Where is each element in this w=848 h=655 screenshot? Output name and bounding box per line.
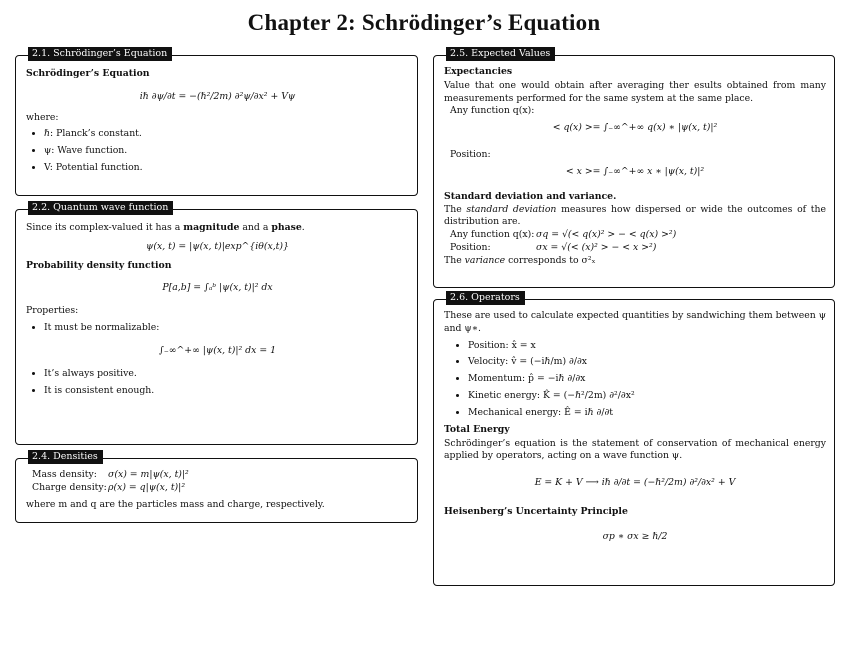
section-densities	[15, 451, 418, 523]
schrodinger-equation: iℏ ∂ψ/∂t = −(ℏ²/2m) ∂²ψ/∂x² + Vψ	[139, 90, 296, 102]
sd-row: Position: σx = √(< (x)² > − < x >²)	[450, 242, 657, 254]
normalization-equation: ∫₋∞^+∞ |ψ(x, t)|² dx = 1	[159, 344, 276, 356]
list-item: • ψ: Wave function.	[44, 145, 409, 158]
list-item: • Momentum: p̂ = −iℏ ∂/∂x	[468, 373, 826, 386]
total-energy-equation: E = K + V ⟶ iℏ ∂/∂t = (−ℏ²/2m) ∂²/∂x² + V	[534, 477, 736, 489]
density-row: Mass density: σ(x) = m|ψ(x, t)|²	[32, 469, 189, 480]
any-function-label: Any function q(x):	[450, 105, 535, 117]
symbol-list	[26, 128, 409, 174]
subheading: Schrödinger’s Equation	[26, 68, 150, 79]
section-heading: 2.1. Schrödinger’s Equation	[28, 47, 172, 61]
list-item: • Kinetic energy: K̂ = (−ℏ²/2m) ∂²/∂x²	[468, 390, 826, 403]
subheading: Expectancies	[444, 66, 513, 77]
sd-text: The standard deviation measures how dispersed or wide the outcomes of the distribution are.	[444, 203, 826, 228]
list-item: • It’s always positive.	[44, 368, 409, 381]
list-item: • Velocity: v̂ = (−iℏ/m) ∂/∂x	[468, 356, 826, 369]
list-item: • V: Potential function.	[44, 162, 409, 175]
density-row: Charge density: ρ(x) = q|ψ(x, t)|²	[32, 481, 186, 493]
section-quantum-wave-function	[15, 202, 418, 445]
wave-function-equation: ψ(x, t) = |ψ(x, t)|exp^{iθ(x,t)}	[146, 240, 289, 252]
list-item: • Mechanical energy: Ê = iℏ ∂/∂t	[468, 407, 826, 420]
operators-list	[444, 340, 826, 420]
expected-q-equation: < q(x) >= ∫₋∞^+∞ q(x) ∗ |ψ(x, t)|²	[552, 122, 718, 134]
subheading: Standard deviation and variance.	[444, 190, 617, 202]
section-heading: 2.5. Expected Values	[446, 47, 555, 61]
section-heading: 2.4. Densities	[28, 450, 103, 464]
section-schrodinger-equation	[15, 48, 418, 196]
subheading: Total Energy	[444, 423, 510, 435]
properties-list	[26, 322, 409, 335]
position-label: Position:	[450, 149, 491, 161]
probability-density-equation: P[a,b] = ∫ₐᵇ |ψ(x, t)|² dx	[162, 282, 273, 294]
section-operators	[433, 292, 835, 586]
list-item: • Position: x̂ = x	[468, 340, 826, 353]
uncertainty-equation: σp ∗ σx ≥ ℏ/2	[602, 530, 668, 542]
sd-row: Any function q(x): σq = √(< q(x)² > − < q(x) >²)	[450, 229, 677, 241]
subheading: Probability density function	[26, 259, 172, 271]
section-heading: 2.2. Quantum wave function	[28, 201, 173, 215]
expectancy-text: Value that one would obtain after averaging ther esults obtained from many measurements performed for the same system at the same place.	[444, 79, 826, 104]
section-heading: 2.6. Operators	[446, 291, 525, 305]
list-item: • It is consistent enough.	[44, 385, 409, 398]
operators-text: These are used to calculate expected quantities by sandwiching them between ψ and ψ∗.	[444, 310, 826, 334]
where-label: where:	[26, 111, 59, 123]
total-energy-text: Schrödinger’s equation is the statement of conservation of mechanical energy applied by operators, acting on a wave function ψ.	[444, 437, 826, 462]
expected-x-equation: < x >= ∫₋∞^+∞ x ∗ |ψ(x, t)|²	[565, 165, 705, 177]
list-item: • ℏ: Planck’s constant.	[44, 128, 409, 141]
section-expected-values	[433, 48, 835, 288]
intro-text: Since its complex-valued it has a magnitude and a phase.	[26, 222, 305, 233]
subheading: Heisenberg’s Uncertainty Principle	[444, 506, 628, 518]
density-note: where m and q are the particles mass and charge, respectively.	[26, 498, 325, 510]
list-item: • It must be normalizable:	[44, 322, 409, 335]
properties-label: Properties:	[26, 305, 79, 317]
page-title: Chapter 2: Schrödinger’s Equation	[247, 10, 601, 35]
variance-text: The variance corresponds to σ²ₓ	[444, 254, 596, 266]
properties-list-continued	[26, 368, 409, 398]
